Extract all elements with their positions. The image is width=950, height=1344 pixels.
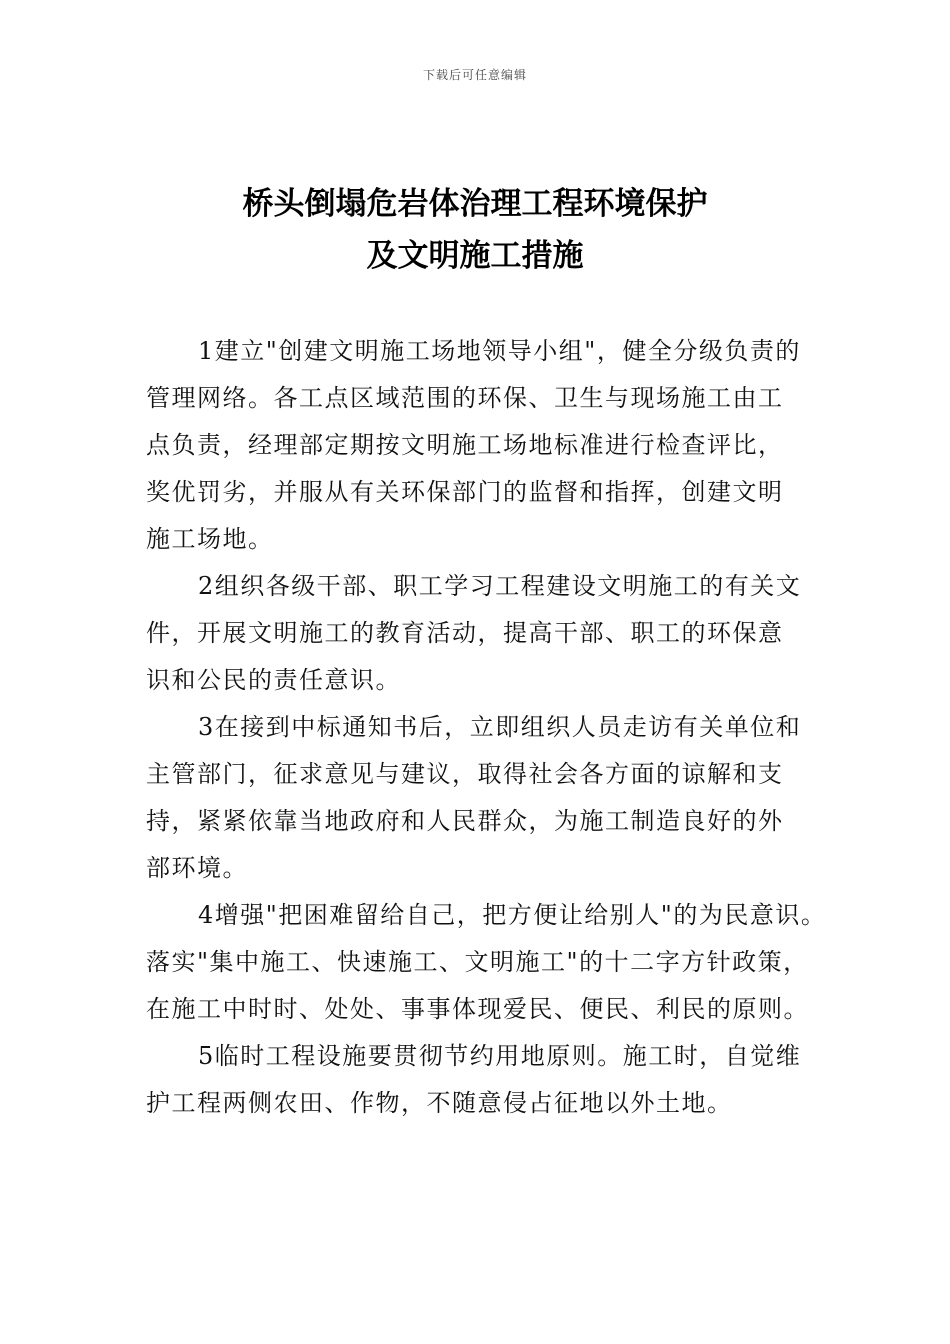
paragraph-3 (146, 704, 816, 892)
paragraph-line: 件，开展文明施工的教育活动，提高干部、职工的环保意 (146, 619, 784, 647)
title-line-1: 桥头倒塌危岩体治理工程环境保护 (242, 186, 708, 222)
paragraph-1 (146, 328, 816, 563)
paragraph-line: 主管部门，征求意见与建议，取得社会各方面的谅解和支 (146, 760, 784, 788)
paragraph-line: 施工场地。 (146, 525, 274, 553)
paragraph-line: 识和公民的责任意识。 (146, 666, 401, 694)
paragraph-line: 持，紧紧依靠当地政府和人民群众，为施工制造良好的外 (146, 807, 784, 835)
paragraph-2 (146, 563, 816, 704)
paragraph-line: 落实"集中施工、快速施工、文明施工"的十二字方针政策， (146, 948, 809, 976)
header-note: 下载后可任意编辑 (422, 68, 527, 82)
paragraph-line: 5临时工程设施要贯彻节约用地原则。施工时，自觉维 (198, 1042, 802, 1070)
paragraph-line: 4增强"把困难留给自己，把方便让给别人"的为民意识。 (198, 901, 827, 929)
document-title (0, 178, 950, 282)
paragraph-line: 1建立"创建文明施工场地领导小组"，健全分级负责的 (198, 337, 801, 365)
paragraph-line: 点负责，经理部定期按文明施工场地标准进行检查评比， (146, 431, 784, 459)
paragraph-line: 护工程两侧农田、作物，不随意侵占征地以外土地。 (146, 1089, 733, 1117)
paragraph-4 (146, 892, 827, 1033)
title-line-2: 及文明施工措施 (366, 238, 584, 274)
paragraph-line: 3在接到中标通知书后，立即组织人员走访有关单位和 (198, 713, 802, 741)
paragraph-line: 2组织各级干部、职工学习工程建设文明施工的有关文 (198, 572, 802, 600)
paragraph-line: 在施工中时时、处处、事事体现爱民、便民、利民的原则。 (146, 995, 809, 1023)
paragraph-line: 部环境。 (146, 854, 248, 882)
paragraph-line: 管理网络。各工点区域范围的环保、卫生与现场施工由工 (146, 384, 784, 412)
paragraph-line: 奖优罚劣，并服从有关环保部门的监督和指挥，创建文明 (146, 478, 784, 506)
paragraph-5 (146, 1033, 816, 1127)
document-body (146, 328, 827, 1127)
